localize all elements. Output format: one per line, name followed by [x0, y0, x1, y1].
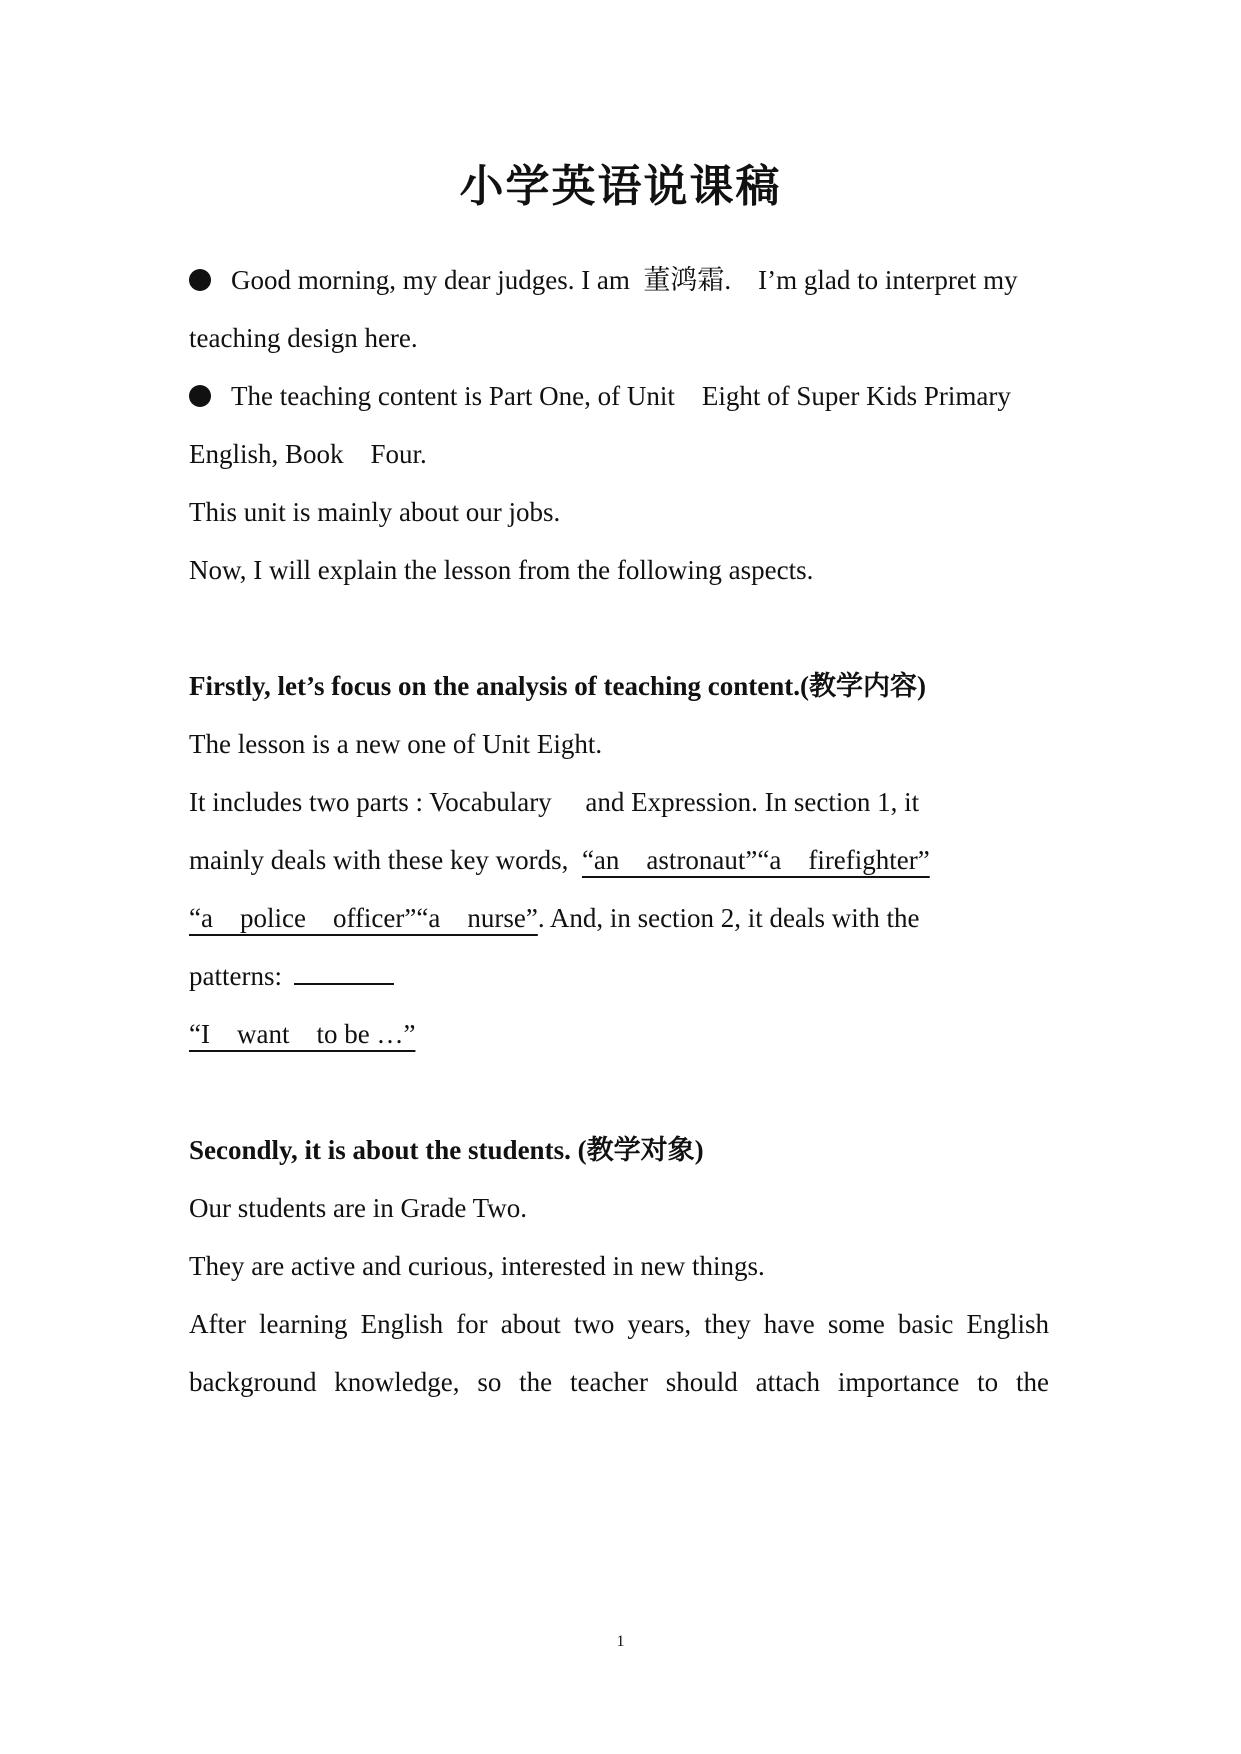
section-2-line-2: They are active and curious, interested in new things.: [189, 1251, 765, 1281]
section-1-line-3: mainly deals with these key words, “an astronaut”“a firefighter”: [189, 845, 930, 875]
section-1-line-4: “a police officer”“a nurse”. And, in section 2, it deals with the: [189, 903, 920, 933]
section-2-heading: Secondly, it is about the students. (教学对象): [189, 1135, 704, 1165]
intro-paragraph-4: Now, I will explain the lesson from the following aspects.: [189, 555, 814, 585]
bullet-icon: [189, 385, 211, 407]
section-2-line-4: background knowledge, so the teacher should attach importance to the: [189, 1367, 1049, 1397]
intro-paragraph-1-line-1: Good morning, my dear judges. I am 董鸿霜. I’m glad to interpret my: [189, 262, 1061, 298]
document-title: 小学英语说课稿: [459, 161, 782, 212]
page-number: 1: [616, 1633, 625, 1650]
fill-in-blank: [294, 963, 394, 985]
section-1-line-6: [189, 1016, 1061, 1052]
section-2-line-1: Our students are in Grade Two.: [189, 1193, 528, 1223]
intro-paragraph-1-line-2: teaching design here.: [189, 323, 418, 353]
intro-paragraph-2-line-2: English, Book Four.: [189, 439, 427, 469]
section-1-line-5: patterns:: [189, 958, 1061, 994]
section-1-line-1: The lesson is a new one of Unit Eight.: [189, 729, 603, 759]
key-words-underlined: “a police officer”“a nurse”: [189, 903, 538, 933]
section-2-line-3: After learning English for about two years, they have some basic English: [189, 1309, 1049, 1339]
section-1-heading: Firstly, let’s focus on the analysis of teaching content.(教学内容): [189, 671, 926, 701]
key-words-underlined: “an astronaut”“a firefighter”: [581, 845, 930, 875]
section-1-line-2: It includes two parts : Vocabulary and Expression. In section 1, it: [189, 787, 920, 817]
sentence-pattern-underlined: “I want to be …”: [189, 1019, 416, 1049]
intro-paragraph-2-line-1: The teaching content is Part One, of Unit Eight of Super Kids Primary: [189, 378, 1061, 414]
intro-paragraph-3: This unit is mainly about our jobs.: [189, 497, 561, 527]
bullet-icon: [189, 269, 211, 291]
